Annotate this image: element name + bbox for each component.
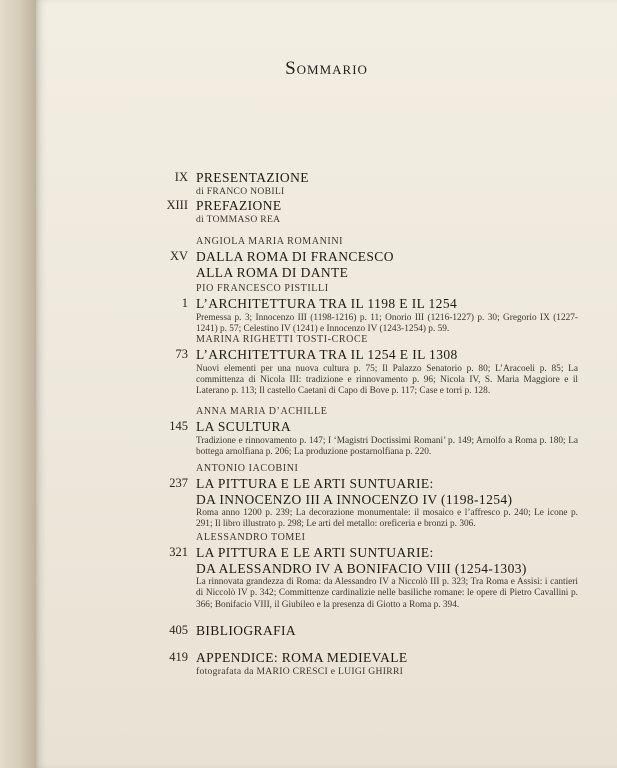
entry-heading: DA ALESSANDRO IV A BONIFACIO VIII (1254-1303) [196, 560, 527, 576]
entry-author: ANTONIO IACOBINI [196, 463, 299, 474]
page-number: 405 [169, 623, 188, 637]
entry-heading: LA PITTURA E LE ARTI SUNTUARIE: [196, 545, 434, 560]
entry-description: Premessa p. 3; Innocenzo III (1198-1216) p. 11; Onorio III (1216-1227) p. 30; Gregorio IX (1227-1241) p. 57; Celestino IV (1241) e Innocenzo IV (1243-1254) p. 59. [196, 312, 578, 334]
page-number: XV [169, 249, 188, 263]
entry-description: Tradizione e rinnovamento p. 147; I ‘Magistri Doctissimi Romani’ p. 149; Arnolfo a Roma p. 180; La bottega arnolfiana p. 206; La produzione postarnolfiana p. 220. [196, 435, 578, 457]
entry-heading: BIBLIOGRAFIA [196, 623, 297, 638]
book-page [36, 0, 617, 768]
page-number: 1 [181, 296, 188, 310]
entry-credit: di FRANCO NOBILI [196, 185, 285, 197]
page-number: 419 [169, 650, 188, 664]
entry-heading: ALLA ROMA DI DANTE [196, 264, 349, 280]
book-gutter [0, 0, 36, 768]
entry-author: MARINA RIGHETTI TOSTI-CROCE [196, 334, 368, 345]
entry-heading: LA SCULTURA [196, 419, 292, 434]
entry-heading: DA INNOCENZO III A INNOCENZO IV (1198-1254) [196, 491, 513, 507]
page-number: 145 [169, 419, 188, 433]
page-title: Sommario [285, 58, 368, 79]
entry-credit: di TOMMASO REA [196, 213, 281, 225]
entry-heading: APPENDICE: ROMA MEDIEVALE [196, 650, 408, 665]
entry-author: ANGIOLA MARIA ROMANINI [196, 236, 344, 247]
page-number: 73 [175, 347, 188, 361]
entry-heading: L’ARCHITETTURA TRA IL 1198 E IL 1254 [196, 296, 458, 311]
entry-author: ALESSANDRO TOMEI [196, 532, 306, 543]
entry-credit: fotografata da MARIO CRESCI e LUIGI GHIRRI [196, 665, 404, 677]
entry-description: La rinnovata grandezza di Roma: da Alessandro IV a Niccolò III p. 323; Tra Roma e Assisi: i cantieri di Niccolò IV p. 342; Committenze cardinalizie nelle basiliche romane: le opere di Pietro Cavallini p. 366; Bonifacio VIII, il Giubileo e la presenza di Giotto a Roma p. 394. [196, 577, 578, 610]
entry-heading: L’ARCHITETTURA TRA IL 1254 E IL 1308 [196, 347, 458, 362]
entry-author: PIO FRANCESCO PISTILLI [196, 283, 329, 294]
entry-heading: PRESENTAZIONE [196, 170, 309, 185]
page-number: 321 [169, 545, 188, 559]
entry-description: Nuovi elementi per una nuova cultura p. 75; Il Palazzo Senatorio p. 80; L’Aracoeli p. 85; La committenza di Nicola III: tradizione e rinnovamento p. 96; Nicola IV, S. Maria Maggiore e il Laterano p. 113; Il castello Caetani di Capo di Bove p. 117; Case e torri p. 128. [196, 363, 578, 397]
entry-heading: DALLA ROMA DI FRANCESCO [196, 249, 394, 264]
entry-heading: PREFAZIONE [196, 198, 282, 213]
entry-description: Roma anno 1200 p. 239; La decorazione monumentale: il mosaico e l’affresco p. 240; Le icone p. 291; Il libro illustrato p. 298; Le arti del metallo: oreficeria e bronzi p. 306. [196, 508, 578, 530]
entry-author: ANNA MARIA D’ACHILLE [196, 406, 328, 417]
entry-heading: LA PITTURA E LE ARTI SUNTUARIE: [196, 476, 434, 491]
page-number: 237 [169, 476, 188, 490]
page-number: IX [174, 170, 188, 184]
page-number: XIII [166, 198, 188, 212]
